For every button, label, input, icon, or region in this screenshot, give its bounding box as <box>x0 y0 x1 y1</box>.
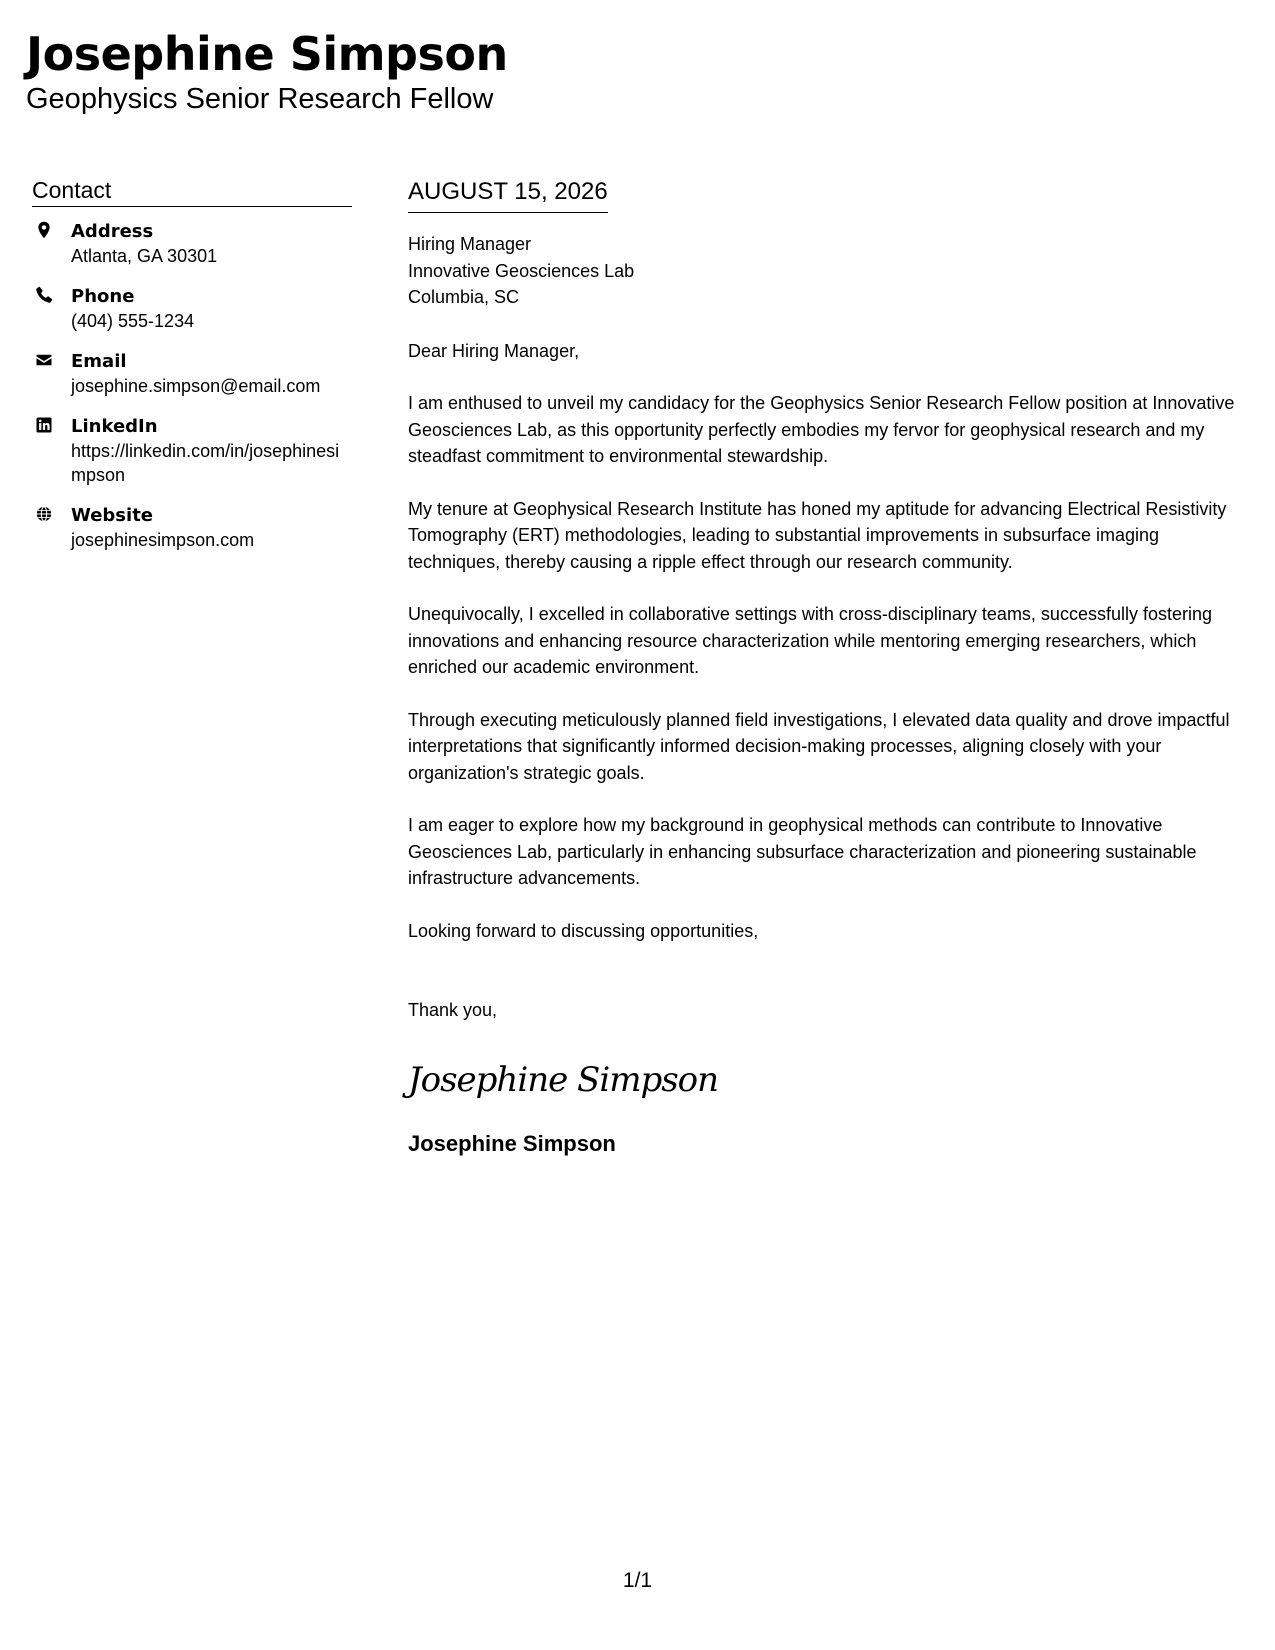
linkedin-icon <box>35 416 53 434</box>
globe-icon <box>35 505 53 523</box>
map-pin-icon <box>35 221 53 239</box>
contact-item-address <box>32 219 352 268</box>
recipient-line: Innovative Geosciences Lab <box>408 260 635 281</box>
body-paragraph: My tenure at Geophysical Research Institute has honed my aptitude for advancing Electrical Resistivity Tomography (ERT) methodologies, leading to substantial improvements in subsurface imaging techniques, thereby causing a ripple effect through our research community. <box>408 498 1227 572</box>
letter-body <box>408 176 1253 1158</box>
contact-label: Email <box>71 351 127 372</box>
contact-item-email <box>32 349 352 398</box>
contact-label: Phone <box>71 286 135 307</box>
contact-sidebar <box>32 176 352 568</box>
letter-header <box>26 26 508 116</box>
recipient-line: Hiring Manager <box>408 234 532 254</box>
body-paragraph: Unequivocally, I excelled in collaborative settings with cross-disciplinary teams, successfully fostering innovations and enhancing resource characterization while mentoring emerging researchers, which enriched our academic environment. <box>408 604 1213 677</box>
body-paragraph: I am enthused to unveil my candidacy for the Geophysics Senior Research Fellow position at Innovative Geosciences Lab, as this opportunity perfectly embodies my fervor for geophysical research and my steadfast commitment to environmental stewardship. <box>408 393 1235 466</box>
body-paragraph: Through executing meticulously planned field investigations, I elevated data quality and drove impactful interpretations that significantly informed decision-making processes, aligning closely with your organization's strategic goals. <box>408 709 1230 783</box>
contact-value[interactable]: https://linkedin.com/in/josephinesimpson <box>71 441 340 485</box>
closing-line: Looking forward to discussing opportunities, <box>408 920 759 941</box>
envelope-icon <box>35 351 53 369</box>
contact-item-linkedin <box>32 414 352 487</box>
thanks-line: Thank you, <box>408 1000 498 1020</box>
contact-label: Address <box>71 221 154 242</box>
phone-icon <box>35 286 53 304</box>
contact-heading: Contact <box>32 176 352 207</box>
letter-date: AUGUST 15, 2026 <box>408 176 608 213</box>
signed-name: Josephine Simpson <box>408 1130 616 1156</box>
contact-label: LinkedIn <box>71 416 158 437</box>
contact-value[interactable]: josephine.simpson@email.com <box>71 376 321 396</box>
contact-value: (404) 555-1234 <box>71 311 195 331</box>
page-number: 1/1 <box>622 1569 653 1592</box>
contact-value[interactable]: josephinesimpson.com <box>71 530 255 550</box>
recipient-line: Columbia, SC <box>408 287 520 307</box>
body-paragraph: I am eager to explore how my background in geophysical methods can contribute to Innovative Geosciences Lab, particularly in enhancing subsurface characterization and pioneering sustainable infrastructure advancements. <box>408 815 1197 888</box>
contact-value: Atlanta, GA 30301 <box>71 246 218 266</box>
contact-item-phone <box>32 284 352 333</box>
recipient-block <box>408 231 1253 311</box>
contact-item-website <box>32 503 352 552</box>
applicant-name: Josephine Simpson <box>26 27 508 81</box>
signature: Josephine Simpson <box>408 1059 719 1100</box>
applicant-title: Geophysics Senior Research Fellow <box>26 83 494 115</box>
contact-label: Website <box>71 505 154 526</box>
salutation: Dear Hiring Manager, <box>408 340 580 361</box>
